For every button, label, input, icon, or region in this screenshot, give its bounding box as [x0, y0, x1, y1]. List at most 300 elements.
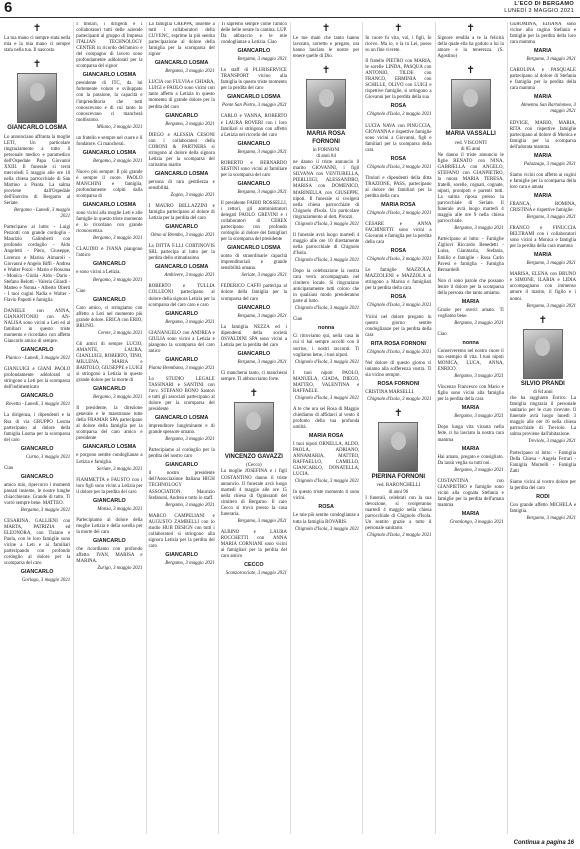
notice-text: CLAUDIO e IVANA piangono l'amico	[76, 247, 143, 259]
obituary-notice	[293, 317, 359, 365]
obituary-column	[73, 22, 142, 834]
deceased-name: MARIA	[534, 252, 552, 259]
obituary-notice	[221, 371, 287, 383]
place-date: Chignolo d'Isola, 3 maggio 2021	[367, 303, 432, 309]
notice-text: MARISA, ELENA con BRUNO e SIMONE, ILARIA e LIDIA accompagnano con immenso amore il marito, il figlio e i nonni.	[509, 272, 576, 302]
place-date: Bergamo, 3 maggio 2021	[165, 502, 215, 508]
deceased-name: CECCO	[244, 562, 264, 569]
notice-text: Ci mancherai tanto, ci mancherai sempre. Ti abbracciamo forte.	[220, 370, 287, 382]
deceased-name: GIANCARLO	[93, 296, 126, 303]
place-date: Rovetta - Lunedì, 3 maggio 2021	[5, 402, 71, 408]
notice-text: Non ci sono parole che possano lenire il dolore per la scomparsa della persona che tanto amiamo.	[437, 278, 504, 296]
place-date: Chignolo d'Isola, 3 maggio 2021	[367, 257, 432, 263]
obituary-notice	[76, 247, 142, 283]
place-date: Bergamo, 3 maggio 2021	[454, 414, 504, 420]
place-date: Chignolo d'Isola, 3 maggio 2021	[294, 257, 360, 263]
notice-text-continued: Con grande affetto MICHELA e famiglia.	[509, 502, 576, 514]
obituary-notice	[149, 204, 215, 239]
obituary-column	[290, 22, 359, 834]
obituary-notice	[149, 448, 215, 508]
cross-icon: ✝	[321, 65, 331, 77]
portrait-photo	[17, 73, 57, 123]
obituary-notice	[510, 480, 576, 522]
place-date: Bergamo, 3 maggio 2021	[237, 57, 287, 63]
obituary-notice	[4, 225, 70, 304]
place-date: Seriate, 3 maggio 2021	[96, 466, 143, 472]
name-subtitle: in FORNONI	[312, 148, 340, 154]
deceased-name: GIANCARLO LOSMA	[154, 60, 209, 67]
obituary-notice	[438, 279, 504, 327]
place-date: Bergamo - Lunedì, 3 maggio 2021	[14, 208, 71, 220]
cross-icon: ✝	[538, 314, 548, 326]
place-date: Bergamo, 3 maggio 2021	[454, 374, 504, 380]
notice-text: La moglie JOSEFINA e i figli COSTANTINO danno il triste annuncio. Il funerale avrà luogo martedì 4 maggio alle ore 15 nella chiesa di Ognissanti del cimitero di Bergamo. Il caro Cecco si trova presso la casa funeraria.	[220, 469, 287, 517]
notice-text: La dirigenza, i dipendenti e la Rsa di via GRUPPO Losma partecipano al dolore della famiglia Losma per la scomparsa del caro	[4, 413, 71, 443]
notice-text: I funerali, celebrati con la sua devozione, si svolgeranno martedì 4 maggio nella chiesa parrocchiale di Chignolo d'Isola. Un sentito grazie a tutto il personale sanitario.	[365, 495, 432, 531]
notice-text: Lo annunciano affranta la moglie LETI, Un particolare ringraziamento a tutto il personale medico e paramedico dell'Ospedale Papa Giovanni XXIII. Il funerale si terrà mercoledì 5 maggio alle ore 10 nella chiesa parrocchiale di San Martino a Pianta. La salma proviene dall'Ospedale dell'Esercito di Bergamo al Seriate.	[4, 134, 71, 207]
notice-text-continued: il nostro presidente dell'Associazione Italiana HIGH TECHNOLOGY ASSOCIATION. Maurizio Stefanoni, Andrea e tutto lo staff.	[148, 471, 215, 501]
notice-text: ROBERTO e TULLIA COLLEONI partecipano al dolore della signora Letizia per la scomparsa del caro caro e caro	[148, 284, 215, 308]
obituary-notice	[76, 136, 142, 165]
obituary-notice	[4, 367, 70, 408]
notice-text: LUCIA con FULVIA e CHIARA, LUIGI e PAOLO sono vicini con tanto affetto a Letizia in questo momento di grande dolore per la perdita del caro	[148, 80, 215, 110]
notice-text: La famiglia CREPPA, insieme a tutti i collaboratori della CUVENC, esprime la più sentita partecipazione al dolore della famiglia per la scomparsa del signor	[148, 22, 215, 58]
place-date: Bergamo, 3 maggio 2021	[92, 236, 143, 242]
notice-text-continued: CRISTINA MARSELLI.	[365, 389, 415, 395]
deceased-name: SILVIO PRANDI	[520, 380, 565, 387]
portrait-photo	[523, 329, 563, 379]
deceased-name: GIANCARLO LOSMA	[82, 444, 137, 451]
notice-text-continued: imprenditore lungimirante e di grande spessore umano.	[148, 424, 215, 436]
obituary-notice	[4, 23, 70, 54]
deceased-name: MARIA	[534, 48, 552, 55]
notice-text: Vincenzo Francesco con Mario e figlio sono vicini alla famiglia per la perdita della cara	[437, 385, 504, 403]
obituary-notice	[438, 332, 504, 380]
place-date: Bergamo, 3 maggio 2021	[165, 560, 215, 566]
obituary-columns	[4, 22, 576, 834]
place-date: Bergamo, 3 maggio 2021	[92, 158, 143, 164]
obituary-notice	[510, 272, 576, 309]
notice-text-continued: amico mio, ripercorro i momenti passati insieme, le nostre lunghe chiacchierate. Grande di tutto. Ti vorrò sempre bene. MATTEO.	[4, 482, 71, 506]
portrait-photo	[451, 79, 491, 129]
deceased-name: PIERINA FORNONI	[371, 473, 426, 480]
notice-text: Il fratello PIETRO con MARIA, le sorelle LINDA, PASQUA con ANTONIO, TILDE con FRANCO, ERMINIA con SCHILLE, OLIVO con LUIGI e rispettive famiglie, si stringono a Giovanni per la perdita della sua	[365, 59, 432, 101]
deceased-name: MARIA ROSA FORNONI	[306, 131, 346, 145]
obituary-notice	[221, 530, 287, 577]
cross-icon: ✝	[394, 407, 403, 419]
notice-text: DIEGO e ALESSIA CESONI con i collaboratori della CORONI & PARTNERS si stringono al dolore della signora Letizia per la scomparsa del carissimo marito	[148, 132, 215, 168]
deceased-name: GIANCARLO	[93, 261, 126, 268]
continuation-note: Continua a pagina 16	[513, 840, 574, 846]
place-date: Gorlago, 3 maggio 2021	[21, 578, 71, 584]
age-line: di anni 84	[316, 154, 336, 160]
place-date: Chignolo d'Isola, 3 maggio 2021	[367, 532, 432, 538]
deceased-name: GIANCARLO	[165, 112, 198, 119]
obituary-notice	[293, 233, 359, 264]
obituary-notice	[221, 22, 287, 63]
obituary-notice	[365, 176, 431, 217]
notice-text: Ciao	[437, 331, 447, 337]
obituary-column	[362, 22, 431, 834]
deceased-name: GIANCARLO	[237, 350, 271, 357]
deceased-name: GIANCARLO	[20, 473, 54, 480]
notice-text: GIANANGELO con ANDREA e GIULIA sono vicini a Letizia e piangono la scomparsa del caro amico	[148, 330, 215, 354]
deceased-name: GIANCARLO LOSMA	[227, 245, 281, 252]
notice-text: ne danno il triste annuncio il marito GIOVANNI, i figli SILVANA con VENTURELLA, PIERLUIGI, ALESSANDRO, MARISA con DOMENICO, MARINELLA con GIUSEPPE, nipoti. Il funerale si svolgerà nella chiesa parrocchiale di Chignolo d'Isola. Un particolare ringraziamento al dott. Pirozzi.	[293, 160, 360, 220]
obituary-notice	[293, 269, 359, 312]
cross-icon: ✝	[394, 23, 403, 34]
notice-text: Ciao	[293, 317, 303, 323]
obituary-column	[218, 22, 287, 834]
place-date: Bergamo, 3 maggio 2021	[237, 313, 287, 319]
obituary-notice	[438, 385, 504, 420]
notice-text: Il presidente, la direzione generale e le maestranze tutte della FRAMAR SPA partecipano al dolore della famiglia per la scomparsa del caro amico e presidente	[76, 406, 143, 442]
deceased-name: GIANCARLO	[165, 356, 198, 363]
notice-text: Gli amici di sempre LUCIO, AMANTE, LAURA, GIANLUIGI, ROBERTO, TINO, MILLENA, MARIA e BARTOLO, GIUSEPPE e LUIGI si stringono a Letizia in questo grande dolore per la morte di	[76, 341, 143, 384]
obituary-notice	[76, 478, 142, 513]
notice-text: Lo STUDIO LEGALE TASSINARI e SANTINI con l'avv. STEFANO BONO Santori e tutti gli associati partecipano al dolore per la scomparsa del presidente	[148, 376, 215, 413]
notice-text-continued: Grazie per averci amato. Ti vogliamo bene.	[437, 307, 504, 319]
place-date: Almenno San Bartolomeo, 3 maggio 2021	[520, 103, 576, 115]
obituary-column	[435, 22, 504, 834]
name-subtitle: ved. VISCONTI	[454, 140, 487, 146]
place-date: Bergamo, 3 maggio 2021	[165, 69, 215, 75]
notice-text: COSTANTINA con GIANPIETRO e famiglie sono vicini alla cognata Stefania e famiglie per la perdita dell'amata mamma	[437, 478, 504, 508]
deceased-name: MARIA ROSA	[308, 433, 344, 440]
deceased-name: ROSA FORNONI	[377, 380, 420, 387]
obituary-notice	[510, 451, 576, 475]
notice-text-continued: Conserveremo nel nostro cuore il tuo esempio di vita. I tuoi nipoti MONICA, LUCA, ANNA, ENRICO.	[437, 349, 504, 373]
obituary-notice	[4, 413, 70, 460]
notice-text: GIANLUIGI e GIANI PAOLO profondamente addolorati si stringono a Leti per la scomparsa dell'indimenticato	[4, 367, 71, 391]
place-date: Bergamo, 3 maggio 2021	[92, 277, 143, 283]
obituary-notice	[293, 407, 359, 486]
deceased-name: MARIA	[534, 94, 552, 101]
notice-text: FIAMMETTA e FAUSTO con i loro figli sono vicini a Letizia per il dolore per la perdita del caro	[76, 477, 143, 495]
notice-text: un fratello e sempre nel cuore e il fondatore. Ci mancherai.	[76, 135, 143, 147]
place-date: Chignolo d'Isola, 3 maggio 2021	[294, 479, 360, 485]
obituary-notice	[365, 408, 431, 539]
deceased-name: GIANCARLO	[237, 304, 271, 311]
deceased-name: ROSA	[318, 504, 334, 511]
deceased-name: GIANCARLO	[165, 462, 198, 469]
notice-text: Signore rendila a te la felicità della quale ella ha goduto a lui la amore e la tenerezza. (S. Agostino)	[437, 36, 504, 60]
place-date: Chignolo d'Isola, 3 maggio 2021	[367, 396, 432, 402]
notice-text: Partecipiamo al dolore della moglie Letizia e della sorella per la morte del caro	[76, 517, 143, 535]
cross-icon: ✝	[32, 59, 42, 71]
place-date: Chignolo d'Isola, 3 maggio 2021	[367, 210, 432, 216]
deceased-name: ROSA	[390, 294, 407, 301]
obituary-notice	[438, 237, 504, 273]
notice-text: GEROMINA, EDIANA sono vicine alla cugina Stefania e famiglie per la perdita della loro cara mamma	[509, 22, 576, 46]
obituary-notice	[510, 68, 576, 115]
notice-text: La tua mano ci sempre stata nella mia e la mia mano ci sempre stata nella tua. Il nascosto	[4, 36, 71, 54]
notice-text: Partecipano al lutto: - Famiglie Zigliovi Riccardo Benedetti - Luisa, Gianmaria, Stefania, Emilio e famiglie - Rosa Carlo Pavesi e famiglia - Famiglia Bernardelli	[437, 237, 504, 273]
notice-text-continued: I tuoi nipoti ORNELLA, ALDO, PAOLA, ADRIANO, ANNAMARIA, MATTEO, RAFFAELLO, CAMILLO, GIANCARLO, DONATELLA, LUCIA.	[293, 442, 360, 478]
notice-text: Siamo vicini con affetto ai cugini e famiglie per la scomparsa della loro cara e amata	[509, 172, 576, 190]
notice-text: Le famiglie MAZZOLA, MAZZOLENI e MAZZOLA si stringono a Marisa e famigliari per la perdita della cara	[365, 268, 432, 292]
obituary-notice	[510, 173, 576, 221]
deceased-name: MARIA	[534, 192, 552, 199]
name-subtitle: (Cecco)	[246, 463, 262, 469]
notice-text: Nel dolore di questo giorno ci uniamo alla sofferenza vostra. Ti sia vicino sempre.	[365, 360, 432, 378]
deceased-name: ROSA	[390, 103, 407, 110]
notice-text-continued: Caro amico, ci stringiamo con affetto a Leti nel momento più grande dolore. ERICA con ERIO, BRUNO.	[76, 305, 143, 329]
deceased-name: RITA ROSA FORNONI	[370, 340, 426, 347]
deceased-name: GIANCARLO	[237, 180, 271, 187]
obituary-notice	[149, 514, 215, 567]
name-subtitle: di 84 anni	[533, 390, 553, 396]
deceased-name: GIANCARLO	[237, 48, 271, 55]
deceased-name: VINCENZO GAVAZZI	[224, 453, 283, 460]
notice-text-continued: Ci ritroviamo qui, nella casa in cui ti hai sempre accolti con il sorriso, i nostri racconti. Ti vogliamo bene, i tuoi nipoti.	[293, 334, 360, 358]
obituary-notice	[221, 388, 287, 525]
notice-text: Vicini nel dolore pregano in questo giorno sentite condoglianze per la perdita della cara	[365, 314, 432, 338]
obituary-notice	[149, 284, 215, 325]
obituary-notice	[438, 23, 504, 60]
notice-text: Ciao	[76, 288, 86, 294]
obituary-notice	[4, 309, 70, 362]
notice-text: Lo staff di PLURISERVICE TRANSPORT vicino alla famiglia in questo triste momento per la perdita del caro	[220, 68, 287, 92]
place-date: Gromlongo, 3 maggio 2021	[449, 519, 504, 525]
notice-text: I titolari, i dirigenti e i collaboratori tutti delle aziende partecipanti al gruppo di Impresa ITALIAN TECHNOLOGY CENTER in ricordo dell'amico e del compagno di lavoro sono profondamente addolorati per la scomparsa del signor	[76, 22, 143, 70]
deceased-name: GIANCARLO	[20, 347, 54, 354]
cross-icon: ✝	[466, 65, 475, 77]
notice-text: Partecipiamo al cordoglio per la perdita del nostro caro	[148, 448, 215, 460]
obituary-notice	[293, 23, 359, 60]
notice-text: MARCO CAMPELIANI e AUGUSTO ZAMBELLI con lo studio HUB DESIGN con tutti i collaboratori si stringono alla signora Letizia per la perdita del caro	[148, 513, 215, 549]
place-date: Bergamo, 3 maggio 2021	[526, 57, 576, 63]
obituary-notice	[365, 361, 431, 403]
place-date: Pianta Brembana, 3 maggio 2021	[148, 365, 215, 371]
notice-text: I tuoi nipoti PAOLO, MANUELA, GIADA, DIEGO, MATTEO, VALENTINA e RAFFAELE.	[293, 370, 360, 394]
publication-masthead	[504, 1, 574, 15]
obituary-notice	[149, 331, 215, 372]
obituary-notice	[293, 65, 359, 228]
notice-text-continued: sono vicini alla moglie Leti e alle famiglie in questo triste momento e lo ricordano con grande riconoscenza.	[76, 211, 143, 235]
notice-text: Nuovo più sempre: Il più grande è sempre il cuore. PAOLO MANCHINI e famiglia, profondamente colpiti dalla scomparsa di	[76, 169, 143, 200]
obituary-notice	[149, 80, 215, 127]
place-date: Chignolo d'Isola, 3 maggio 2021	[294, 359, 360, 365]
obituary-notice	[293, 490, 359, 532]
deceased-name: MARIA	[461, 510, 480, 517]
obituary-notice	[149, 244, 215, 279]
obituary-notice	[510, 121, 576, 168]
portrait-photo	[234, 402, 274, 452]
deceased-name: GIANCARLO LOSMA	[82, 149, 137, 156]
place-date: Monza, 3 maggio 2021	[97, 506, 143, 512]
obituary-notice	[4, 519, 70, 584]
name-subtitle: ved. BARONCHELLI	[376, 483, 421, 489]
obituary-column	[507, 22, 576, 834]
place-date: Chignolo d'Isola, 3 maggio 2021	[294, 526, 360, 532]
deceased-name: GIANCARLO	[165, 224, 198, 231]
place-date: Treviolo, 3 maggio 2021	[528, 439, 576, 445]
place-date: Zurigo, 3 maggio 2021	[97, 566, 143, 572]
place-date: Bergamo, 3 maggio 2021	[526, 515, 576, 521]
deceased-name: MARIA	[461, 298, 480, 305]
notice-text-continued: presidente di ITC, da lui fortemente voluto e sviluppato con la passione, la capacità e l'imprenditoria che tutti conoscevano e di cui tanto lo conoscevano ci mancherà moltissimo.	[76, 81, 143, 123]
place-date: Bergamo, 3 maggio 2021	[454, 467, 504, 473]
deceased-name: MARIA VASSALLI	[445, 131, 496, 138]
place-date: Bergamo, 3 maggio 2021	[165, 319, 215, 325]
notice-text: La famiglia NEZZA ed i dipendenti della società OSVALDINI SPA sono vicini a Letizia per la perdita del caro	[220, 324, 287, 348]
place-date: Palazzago, 3 maggio 2021	[523, 161, 576, 167]
obituary-notice	[510, 315, 576, 446]
deceased-name: MARIA	[461, 405, 480, 412]
cross-icon: ✝	[466, 23, 475, 34]
notice-text: ALBINO e LAURA ROCCHETTI con ANNA MARIA CORNIANI sono vicini ai famigliari per la perdita del caro amico	[220, 529, 287, 560]
deceased-name: GIANCARLO LOSMA	[154, 415, 209, 422]
notice-text: In cuore fu vita, voi, i figli, Io ricevo. Ma io, o la tu Lei, posso su un fine vivrete.	[365, 36, 432, 54]
obituary-notice	[76, 518, 142, 572]
obituary-notice	[76, 342, 142, 401]
deceased-name: GIANCARLO LOSMA	[154, 170, 209, 177]
notice-text-continued: Hai amato, pregato e consigliato. Da lassù veglia su tutti noi.	[437, 454, 504, 466]
place-date: Chignolo d'Isola, 3 maggio 2021	[294, 395, 360, 401]
obituary-notice	[221, 114, 287, 155]
page-number: 6	[4, 0, 13, 16]
deceased-name: GIANCARLO LOSMA	[82, 72, 137, 79]
deceased-name: MARIA ROSA	[381, 201, 416, 208]
obituary-notice	[365, 222, 431, 263]
deceased-name: ROSA	[390, 248, 407, 255]
place-date: Bergamo, 3 maggio 2021	[237, 359, 287, 365]
place-date: Bergamo, 3 maggio 2021	[454, 226, 504, 232]
obituary-notice	[365, 59, 431, 118]
place-date: Bergamo, 3 maggio 2021	[92, 395, 143, 401]
deceased-name: GIANCARLO	[20, 393, 54, 400]
deceased-name: GIANCARLO	[165, 310, 198, 317]
obituary-notice	[221, 161, 287, 196]
notice-text: La DITTA F.LLI CORTINOVIS SRL partecipa al lutto per la perdita dello stimatissimo	[148, 244, 215, 262]
place-date: Milano, 3 maggio 2021	[96, 124, 143, 130]
notice-text: Titolari e dipendenti della ditta TRAZIONE, PASS, partecipano al dolore dei familiari per la perdita della cara	[365, 175, 432, 199]
deceased-name: GIANCARLO	[93, 386, 126, 393]
obituary-notice	[4, 466, 70, 514]
notice-text-continued: FRANCA, ROMINA, CRISTINA e rispettive famiglie.	[509, 201, 576, 213]
obituary-notice	[76, 406, 142, 472]
notice-text: CESARINA, GALLIENI con MARTA, PATRIZIA ed ELEONORA, con Tiziano e Paola, con le loro famiglie sono vicine a Leti e ai familiari partecipando con profondo cordoglio al dolore per la scomparsa del caro	[4, 519, 71, 567]
notice-text: Ciao	[4, 465, 14, 471]
place-date: Bergamo, 3 maggio 2021	[237, 149, 287, 155]
page-header	[0, 0, 580, 18]
notice-text: LUCIA NAVA con PINUCCIA, GIOVANNA e rispettive famiglie sono vicini a Giovanni, figli e familiari per la scomparsa della cara	[365, 123, 432, 153]
obituary-notice	[365, 315, 431, 356]
deceased-name: GIANCARLO	[93, 537, 126, 544]
place-date: Chignolo d'Isola, 3 maggio 2021	[367, 164, 432, 170]
deceased-name: RODI	[536, 493, 550, 500]
deceased-name: GIANCARLO	[237, 140, 271, 147]
age-line: di 85 anni	[460, 146, 481, 152]
deceased-name: ROSA	[390, 155, 407, 162]
obituary-notice	[365, 23, 431, 54]
deceased-name: GIANCARLO	[93, 497, 126, 504]
notice-text: CESARE e ANNA FACHINETTI sono vicini a Giovanni e famiglia per la perdita della cara	[365, 222, 432, 246]
place-date: Chignolo d'Isola, 3 maggio 2021	[367, 349, 432, 355]
obituary-notice	[149, 133, 215, 199]
deceased-name: MARIA	[461, 445, 480, 452]
deceased-name: GIANCARLO LOSMA	[154, 264, 209, 271]
notice-text: Le tue mani che tanto hanno lavorato, sorretto e pregato, ora hanno lasciato le nostre per tenere quelle di Dio.	[293, 36, 360, 60]
deceased-name: GIANCARLO LOSMA	[82, 202, 137, 209]
notice-text: Il funerale avrà luogo martedì 4 maggio alle ore 10 direttamente nella parrocchiale di Chignolo d'Isola.	[293, 232, 360, 256]
place-date: Bergamo, 3 maggio 2021	[526, 303, 576, 309]
obituary-notice	[221, 284, 287, 319]
deceased-name: nonna	[318, 325, 335, 332]
cross-icon: ✝	[321, 23, 331, 34]
obituary-notice	[221, 201, 287, 280]
notice-text: A te che ora sei Rosa di Maggio chiediamo di affidarci al vento il profumo della tua profonda umiltà.	[293, 406, 360, 431]
obituary-notice	[149, 22, 215, 75]
obituary-notice	[4, 59, 70, 220]
notice-text: che ha raggiunto Enrico. La famiglia ringrazia il personale sanitario per le cure ricevute. Il funerale avrà luogo lunedì 3 maggio alle ore 16 nella chiesa parrocchiale di Treviolo. La salma proviene dall'abitazione.	[509, 396, 576, 438]
place-date: Olmo al Brembo, 3 maggio 2021	[150, 233, 215, 239]
notice-text: Ne danno il triste annuncio le figlie RENATO con NINA, GABRIELLA con ANGELO, STEFANO con GIANPIETRO, la nuora MARIA TERESA, fratelli, sorelle, cognati, cognate, nipoti, pronipoti e parenti tutti. La salma riposa presso la parrocchiale di Seriate. Il funerale avrà luogo martedì 4 maggio alle ore 9 nella chiesa parrocchiale.	[437, 152, 504, 225]
place-date: Zogno, 3 maggio 2021	[170, 192, 215, 198]
place-date: Bergamo, 3 maggio 2021	[237, 189, 287, 195]
obituary-notice	[293, 371, 359, 402]
obituary-notice	[76, 170, 142, 242]
notice-text-continued: che ricordiamo con profondo affetto. IVAN, MARISA e MARINA.	[76, 546, 143, 565]
notice-text-continued: Le mie più sentite condoglianze a tutta la famiglia ROVARIS.	[293, 513, 360, 525]
obituary-column	[146, 22, 215, 834]
notice-text: DANIELE con ANNA, GIANANTONIO con AN-NALISA sono vicini a Leti ed ai familiari in questo triste momento e ricordano con affetto Giancarlo amico di sempre.	[4, 308, 71, 345]
obituary-notice	[365, 268, 431, 309]
notice-text: I MAURO BELLAZZINI e famiglia partecipano al dolore di Letizia per la perdita del caro	[148, 204, 215, 222]
obituary-notice	[438, 425, 504, 473]
cross-icon: ✝	[249, 387, 259, 399]
portrait-photo	[306, 79, 346, 129]
place-date: Seriate, 3 maggio 2021	[241, 273, 287, 279]
notice-text: Dopo la celebrazione la nostra cara verrà accompagnata nel cimitero locale. Si ringraziano anticipatamente tutti coloro che in qualsiasi modo prenderanno parte al lutto.	[293, 269, 360, 305]
notice-text: CAROLINA e PASQUALE partecipano al dolore di Stefania e famiglia per la perdita della cara mamma	[509, 68, 576, 92]
place-date: Bergamo, 3 maggio 2021	[237, 518, 287, 524]
obituary-notice	[149, 377, 215, 443]
obituary-notice	[221, 68, 287, 109]
notice-text-continued: e sono vicini a Letizia.	[76, 270, 121, 276]
notice-text: Il presidente FABIO ROSSELLI, i rettori, gli amministratori delegati PAOLO GREVINI e i collaboratori di CEREX partecipano con profondo cordoglio al dolore dei famigliari per la scomparsa del presidente	[220, 200, 287, 243]
deceased-name: GIANCARLO	[165, 551, 198, 558]
place-date: Bergamo, 3 maggio 2021	[165, 121, 215, 127]
obituary-notice	[438, 65, 504, 232]
notice-text: Dopo lunga vita vissuta nella fede, ci ha lasciato la nostra cara mamma	[437, 425, 504, 443]
notice-text: Partecipano al lutto: - Famiglia Della Chiesa - Angela Ferrari - Famiglia Mornelli - Famiglia Zatti	[509, 450, 576, 474]
deceased-name: GIANCARLO LOSMA	[227, 94, 281, 101]
notice-text: In questo triste momento ti sono vicini.	[293, 490, 360, 502]
obituary-notice	[438, 479, 504, 526]
place-date: Chignolo d'Isola, 3 maggio 2021	[367, 112, 432, 118]
place-date: Chignolo d'Isola, 3 maggio 2021	[294, 306, 360, 312]
portrait-photo	[378, 422, 418, 472]
place-date: Pianico - Lunedì, 3 maggio 2021	[5, 356, 71, 362]
notice-text: ROBERTO e BERNARDO SESTINI sono vicini al familiare per la scomparsa del caro	[220, 160, 287, 178]
place-date: Bergamo, 3 maggio 2021	[526, 261, 576, 267]
obituary-notice	[510, 226, 576, 267]
obituary-notice	[365, 124, 431, 171]
deceased-name: GIANCARLO	[20, 445, 54, 452]
publication-name: L'ECO DI BERGAMO	[514, 1, 574, 7]
notice-text: FRANCO e FINUCCIA BELTRAMI con i collaboratori sono vicini a Monica e famiglia per la perdita della cara mamma	[509, 226, 576, 250]
obituary-column	[4, 22, 70, 834]
notice-text: Siamo vicini al vostro dolore per la perdita del caro	[509, 479, 576, 491]
place-date: Scanzorosciate, 3 maggio 2021	[225, 571, 287, 577]
place-date: Chignolo d'Isola, 3 maggio 2021	[294, 221, 360, 227]
notice-text-continued: e porgono sentite condoglianze a Letizia e famiglia.	[76, 453, 143, 465]
notice-text: CARLO e VANNA, ROBERTO e LAURA ROVERI con i loro familiari si stringono con affetto a Letizia nel ricordo del caro	[220, 114, 287, 138]
deceased-name: GIANCARLO	[20, 569, 54, 576]
place-date: Bergamo, 3 maggio 2021	[454, 320, 504, 326]
